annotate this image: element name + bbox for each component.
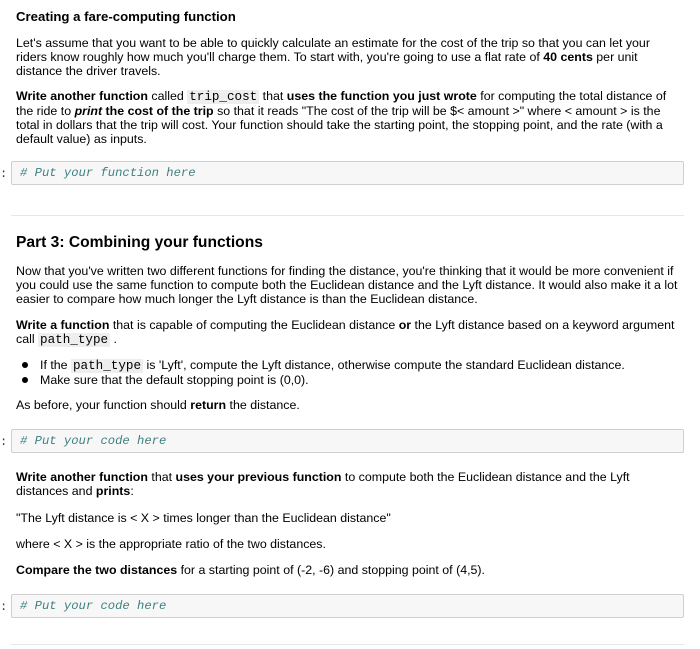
inline-code: trip_cost	[189, 90, 258, 104]
text: the Lyft distance based on a keyword argument call	[16, 318, 675, 346]
code-comment: # Put your code here	[20, 434, 167, 448]
bold-text: 40 cents	[543, 50, 593, 64]
write-function-instructions	[16, 318, 684, 347]
quote-text	[16, 511, 684, 525]
bold-text: Write a function	[16, 318, 110, 332]
text: :	[130, 484, 134, 498]
text: for a starting point of (-2, -6) and stopping point of (4,5).	[177, 563, 485, 577]
bullet-icon	[22, 377, 28, 383]
text: If the	[40, 358, 71, 372]
compare-note	[16, 563, 684, 577]
text: "The Lyft distance is < X > times longer than the Euclidean distance"	[16, 511, 391, 525]
cell-prompt: :	[0, 600, 8, 614]
bold-text: prints	[95, 484, 131, 498]
bold-text: uses the function you just wrote	[286, 89, 477, 103]
inline-code: path_type	[40, 333, 109, 347]
text: As before, your function should	[16, 398, 191, 412]
bold-text: Write another function	[16, 89, 148, 103]
compare-function-instructions	[16, 470, 684, 498]
code-cell-compare[interactable]	[11, 594, 684, 618]
cell-separator	[11, 215, 684, 216]
ratio-note	[16, 537, 684, 551]
text: .	[110, 332, 117, 346]
list-item	[16, 373, 684, 387]
cell-prompt: :	[0, 435, 8, 449]
text: the distance.	[226, 398, 300, 412]
inline-code: path_type	[73, 359, 142, 373]
requirements-list	[16, 358, 684, 387]
text: where < X > is the appropriate ratio of the two distances.	[16, 537, 326, 551]
trip-cost-instructions	[16, 89, 684, 146]
bold-text: or	[398, 318, 412, 332]
code-cell-combined[interactable]	[11, 429, 684, 453]
list-item	[16, 358, 684, 373]
text: that	[259, 89, 287, 103]
text: Now that you've written two different functions for finding the distance, you're thinking that it would be more convenient if you could use the same function to compute both the Euclidean distance and the Lyft distance. It would also make it a lot easier to compare how much longer the Lyft distance is than the Euclidean distance.	[16, 264, 678, 306]
intro-paragraph	[16, 36, 684, 78]
text: Make sure that the default stopping point is (0,0).	[40, 373, 309, 387]
text: per unit distance the driver travels.	[16, 50, 638, 78]
code-comment: # Put your code here	[20, 599, 167, 613]
part3-intro-paragraph	[16, 264, 684, 306]
bold-italic-text: print	[74, 104, 103, 118]
bold-text: Compare the two distances	[16, 563, 178, 577]
section-heading-part3: Part 3: Combining your functions	[16, 234, 263, 251]
text: for computing the total distance of the ride to	[16, 89, 667, 118]
code-comment: # Put your function here	[20, 166, 196, 180]
return-note	[16, 398, 684, 412]
code-cell-function[interactable]	[11, 161, 684, 185]
bold-text: return	[190, 398, 227, 412]
cell-separator	[11, 644, 684, 645]
text: so that it reads "The cost of the trip will be $< amount >" where < amount > is the total in dollars that the trip will cost. Your function should take the starting point, the stopping point, and the rate (with a default value) as inputs.	[16, 104, 663, 146]
cell-prompt: :	[0, 167, 8, 181]
text: that is capable of computing the Euclidean distance	[109, 318, 399, 332]
bullet-icon	[22, 362, 28, 368]
section-heading-fare: Creating a fare-computing function	[16, 9, 236, 24]
bold-text: Write another function	[16, 470, 148, 484]
bold-text: the cost of the trip	[102, 104, 214, 118]
text: is 'Lyft', compute the Lyft distance, otherwise compute the standard Euclidean distance.	[143, 358, 625, 372]
bold-text: uses your previous function	[175, 470, 342, 484]
text: to compute both the Euclidean distance and the Lyft distances and	[16, 470, 630, 498]
text: called	[147, 89, 188, 103]
text: that	[147, 470, 176, 484]
text: Let's assume that you want to be able to quickly calculate an estimate for the cost of the trip so that you can let your riders know roughly how much you'll charge them. To start with, you're going to use a flat rate of	[16, 36, 650, 64]
